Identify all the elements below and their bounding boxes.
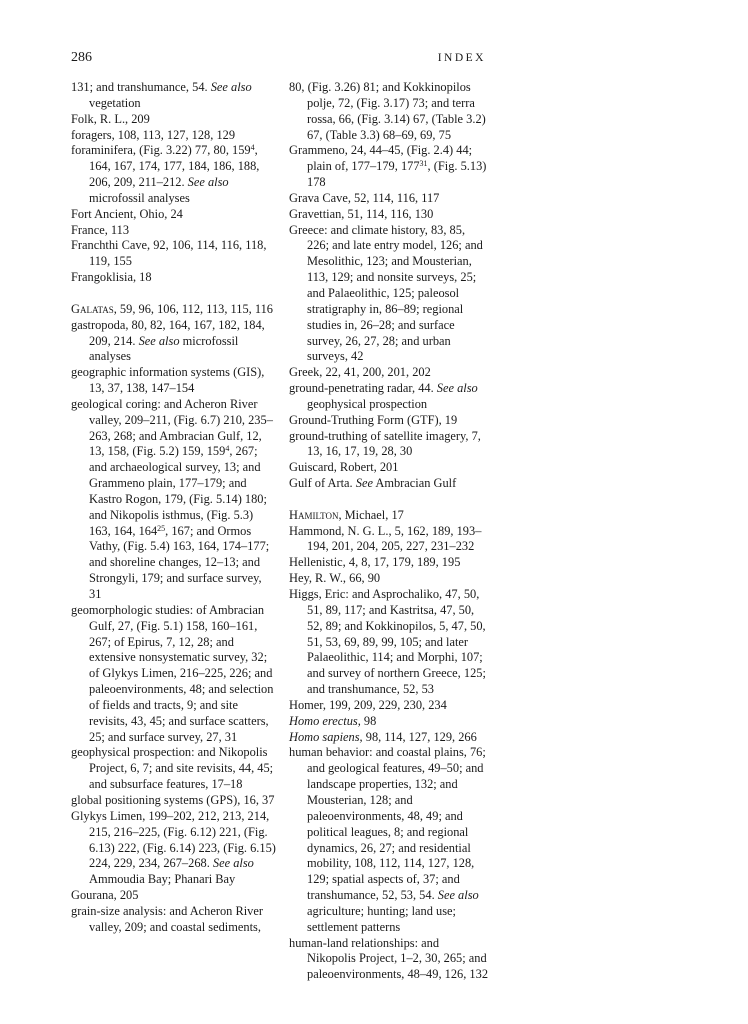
letter-group-spacer — [71, 286, 276, 302]
index-entry: Grammeno, 24, 44–45, (Fig. 2.4) 44; plain of, 177–179, $177^{31}$, (Fig. 5.13) 178 — [289, 143, 487, 190]
index-entry: Grava Cave, 52, 114, 116, 117 — [289, 190, 440, 205]
index-entry: Galatas, 59, 96, 106, 112, 113, 115, 116 — [71, 301, 273, 316]
index-entry: ground-truthing of satellite imagery, 7, 13, 16, 17, 19, 28, 30 — [289, 428, 481, 459]
index-entry: human-land relationships: and Nikopolis Project, 1–2, 30, 265; and paleoenvironments, 48–49, 126, 132 — [289, 935, 489, 982]
index-entry: 131; and transhumance, 54. See also vegetation — [71, 80, 252, 110]
index-entry: geographic information systems (GIS), 13, 37, 138, 147–154 — [71, 365, 265, 396]
index-entry: geomorphologic studies: of Ambracian Gulf, 27, (Fig. 5.1) 158, 160–161, 267; of Epirus, 7, 12, 28; and extensive nonsystematic survey, 32; of Glykys Limen, 216–225, 226; and paleoenvironments, 48; and selection of fields and tracts, 9; and site revisits, 43, 45; and surface scatters, 25; and surface survey, 27, 31 — [71, 602, 274, 744]
index-entry: Greek, 22, 41, 200, 201, 202 — [289, 365, 431, 380]
index-entry: Folk, R. L., 209 — [71, 111, 150, 126]
index-entry: Homo erectus, 98 — [289, 713, 377, 728]
index-entry: Hamilton, Michael, 17 — [289, 507, 404, 522]
page-number: 286 — [71, 50, 92, 65]
index-entry: Ground-Truthing Form (GTF), 19 — [289, 412, 458, 427]
index-entry: Homer, 199, 209, 229, 230, 234 — [289, 697, 447, 712]
index-entry: geological coring: and Acheron River valley, 209–211, (Fig. 6.7) 210, 235–263, 268; and Ambracian Gulf, 12, 13, 158, (Fig. 5.2) 159, $159^4$, 267; and archaeological survey, 13; and Grammeno plain, 177–179; and Kastro Rogon, 179, (Fig. 5.14) 180; and Nikopolis isthmus, (Fig. 5.3) 163, 164, $164^{25}$, 167; and Ormos Vathy, (Fig. 5.4) 163, 164, 174–177; and shoreline changes, 12–13; and Strongyli, 179; and surface survey, 31 — [71, 396, 273, 601]
index-entry: gastropoda, 80, 82, 164, 167, 182, 184, 209, 214. See also microfossil analyses — [71, 317, 265, 364]
running-header: INDEX — [437, 52, 486, 64]
index-entry: Hammond, N. G. L., 5, 162, 189, 193–194, 201, 204, 205, 227, 231–232 — [289, 523, 482, 554]
index-column-right — [289, 80, 489, 983]
index-entry: Higgs, Eric: and Asprochaliko, 47, 50, 51, 89, 117; and Kastritsa, 47, 50, 52, 89; and Kokkinopilos, 5, 47, 50, 51, 53, 69, 89, 99, 105; and later Palaeolithic, 114; and Morphi, 107; and survey of northern Greece, 125; and transhumance, 52, 53 — [289, 587, 486, 697]
index-entry: Fort Ancient, Ohio, 24 — [71, 206, 183, 221]
index-entry: human behavior: and coastal plains, 76; and geological features, 49–50; and landscape properties, 132; and Mousterian, 128; and paleoenvironments, 48, 49; and political leagues, 8; and regional dynamics, 26, 27; and residential mobility, 108, 112, 114, 127, 128, 129; spatial aspects of, 37; and transhumance, 52, 53, 54. See also agriculture; hunting; land use; settlement patterns — [289, 745, 486, 934]
index-entry: Franchthi Cave, 92, 106, 114, 116, 118, 119, 155 — [71, 238, 267, 269]
index-entry: foragers, 108, 113, 127, 128, 129 — [71, 127, 236, 142]
letter-group-spacer — [289, 492, 489, 508]
index-entry: Hellenistic, 4, 8, 17, 179, 189, 195 — [289, 555, 461, 570]
index-entry: foraminifera, (Fig. 3.22) 77, 80, $159^4$, 164, 167, 174, 177, 184, 186, 188, 206, 209, 211–212. See also microfossil analyses — [71, 143, 260, 205]
index-entry: grain-size analysis: and Acheron River valley, 209; and coastal sediments, — [71, 903, 263, 934]
index-entry: geophysical prospection: and Nikopolis Project, 6, 7; and site revisits, 44, 45; and subsurface features, 17–18 — [71, 745, 274, 792]
index-entry: Hey, R. W., 66, 90 — [289, 571, 381, 586]
index-entry: global positioning systems (GPS), 16, 37 — [71, 792, 275, 807]
index-entry: Gravettian, 51, 114, 116, 130 — [289, 206, 434, 221]
index-entry: Glykys Limen, 199–202, 212, 213, 214, 215, 216–225, (Fig. 6.12) 221, (Fig. 6.13) 222, (Fig. 6.14) 223, (Fig. 6.15) 224, 229, 234, 267–268. See also Ammoudia Bay; Phanari Bay — [71, 808, 276, 887]
index-entry: 80, (Fig. 3.26) 81; and Kokkinopilos polje, 72, (Fig. 3.17) 73; and terra rossa, 66, (Fig. 3.14) 67, (Table 3.2) 67, (Table 3.3) 68–69, 69, 75 — [289, 80, 486, 142]
index-entry: France, 113 — [71, 222, 130, 237]
index-entry: Greece: and climate history, 83, 85, 226; and late entry model, 126; and Mesolithic, 123; and Mousterian, 113, 129; and nonsite surveys, 25; and Palaeolithic, 125; paleosol stratigraphy in, 86–89; regional studies in, 26–28; and surface survey, 26, 27, 28; and urban surveys, 42 — [289, 222, 483, 364]
index-entry: Gourana, 205 — [71, 888, 139, 903]
index-entry: Guiscard, Robert, 201 — [289, 460, 399, 475]
index-entry: Homo sapiens, 98, 114, 127, 129, 266 — [289, 729, 477, 744]
index-entry: Gulf of Arta. See Ambracian Gulf — [289, 476, 457, 491]
index-entry: Frangoklisia, 18 — [71, 270, 152, 285]
index-entry: ground-penetrating radar, 44. See also geophysical prospection — [289, 381, 478, 411]
index-column-left — [71, 80, 276, 936]
